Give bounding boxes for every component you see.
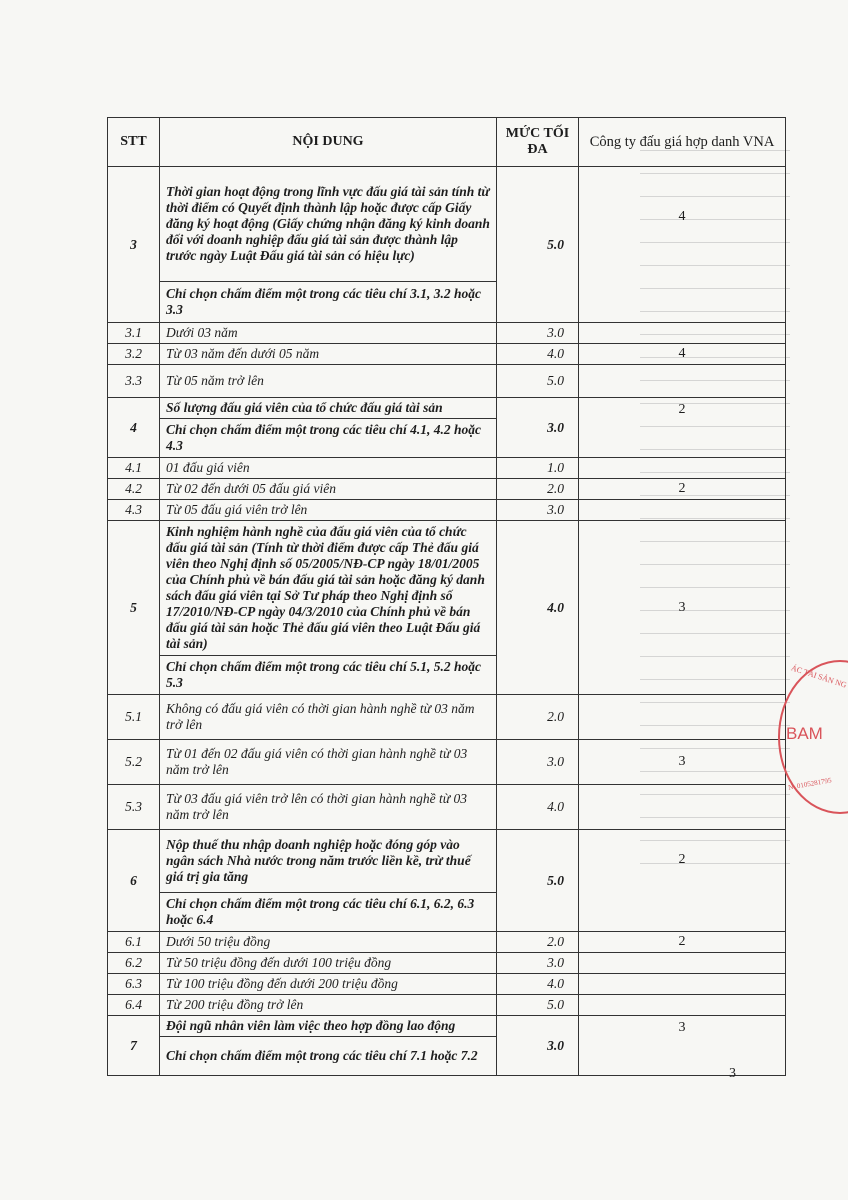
row-stt: 6.3 [108,974,160,995]
row-max: 5.0 [497,830,579,932]
row-content: Nộp thuế thu nhập doanh nghiệp hoặc đóng góp vào ngân sách Nhà nước trong năm trước liền kề, trừ thuế giá trị gia tăng [160,830,497,893]
row-vna: 2 [579,479,786,500]
row-stt: 3.2 [108,344,160,365]
row-stt: 6.4 [108,995,160,1016]
row-content: Từ 05 năm trở lên [160,365,497,398]
row-max: 5.0 [497,995,579,1016]
row-note: Chỉ chọn chấm điểm một trong các tiêu chí 7.1 hoặc 7.2 [160,1037,497,1076]
header-noi-dung: NỘI DUNG [160,118,497,167]
row-content: Đội ngũ nhân viên làm việc theo hợp đồng lao động [160,1016,497,1037]
row-max: 3.0 [497,323,579,344]
row-stt: 3.1 [108,323,160,344]
row-vna [579,995,786,1016]
header-company: Công ty đấu giá hợp danh VNA [579,118,786,167]
row-max: 1.0 [497,458,579,479]
row-max: 3.0 [497,953,579,974]
row-stt: 3.3 [108,365,160,398]
table-row [108,365,786,398]
seal-bottom-text: N: 0105281795 [787,776,833,792]
row-note: Chỉ chọn chấm điểm một trong các tiêu chí 6.1, 6.2, 6.3 hoặc 6.4 [160,893,497,932]
company-seal [778,660,848,814]
header-stt: STT [108,118,160,167]
row-vna [579,695,786,740]
row-vna [579,974,786,995]
row-stt: 4.2 [108,479,160,500]
table-row [108,1016,786,1037]
row-max: 4.0 [497,344,579,365]
criteria-table [107,117,786,1076]
row-max: 4.0 [497,785,579,830]
row-vna: 4 [579,167,786,323]
table-row [108,695,786,740]
row-vna [579,953,786,974]
table-row [108,995,786,1016]
row-content: Dưới 50 triệu đồng [160,932,497,953]
table-row [108,167,786,282]
row-vna: 2 [579,830,786,932]
row-content: Thời gian hoạt động trong lĩnh vực đấu giá tài sản tính từ thời điểm có Quyết định thành lập hoặc được cấp Giấy đăng ký hoạt động (Giấy chứng nhận đăng ký kinh doanh đối với doanh nghiệp đấu giá tài sản được thành lập trước ngày Luật Đấu giá tài sản có hiệu lực) [160,167,497,282]
table-row [108,344,786,365]
row-note: Chỉ chọn chấm điểm một trong các tiêu chí 4.1, 4.2 hoặc 4.3 [160,419,497,458]
row-vna: 3 [579,521,786,695]
table-row [108,398,786,419]
row-content: Từ 100 triệu đồng đến dưới 200 triệu đồng [160,974,497,995]
row-content: Số lượng đấu giá viên của tổ chức đấu giá tài sản [160,398,497,419]
seal-middle-text: BAM [786,724,823,743]
row-stt: 4.3 [108,500,160,521]
row-vna: 3 [579,740,786,785]
row-stt: 4.1 [108,458,160,479]
table-row [108,785,786,830]
row-vna [579,323,786,344]
table-row [108,458,786,479]
row-content: Từ 200 triệu đồng trở lên [160,995,497,1016]
row-content: Kinh nghiệm hành nghề của đấu giá viên của tổ chức đấu giá tài sản (Tính từ thời điểm được cấp Thẻ đấu giá viên theo Nghị định số 05/2005/NĐ-CP ngày 18/01/2005 của Chính phủ về bán đấu giá tài sản hoặc đăng ký danh sách đấu giá viên tại Sở Tư pháp theo Nghị định số 17/2010/NĐ-CP ngày 04/3/2010 của Chính phủ về bán đấu giá tài sản hoặc Thẻ đấu giá viên theo Luật Đấu giá tài sản) [160,521,497,656]
table-row [108,932,786,953]
page-number: 3 [729,1066,736,1081]
row-max: 3.0 [497,740,579,785]
header-muc-toi-da: MỨC TỐI ĐA [497,118,579,167]
row-max: 5.0 [497,167,579,323]
row-vna: 2 [579,932,786,953]
row-max: 3.0 [497,398,579,458]
row-max: 4.0 [497,974,579,995]
row-stt: 5.2 [108,740,160,785]
row-content: Từ 50 triệu đồng đến dưới 100 triệu đồng [160,953,497,974]
row-content: Từ 02 đến dưới 05 đấu giá viên [160,479,497,500]
row-stt: 3 [108,167,160,323]
row-stt: 5 [108,521,160,695]
table-row [108,521,786,656]
row-stt: 7 [108,1016,160,1076]
row-vna [579,458,786,479]
table-row [108,740,786,785]
row-content: Từ 03 đấu giá viên trở lên có thời gian hành nghề từ 03 năm trở lên [160,785,497,830]
row-stt: 6.2 [108,953,160,974]
row-stt: 4 [108,398,160,458]
row-content: Từ 03 năm đến dưới 05 năm [160,344,497,365]
row-vna [579,365,786,398]
row-max: 3.0 [497,1016,579,1076]
row-note: Chỉ chọn chấm điểm một trong các tiêu chí 5.1, 5.2 hoặc 5.3 [160,656,497,695]
table-header [108,118,786,167]
row-vna: 3 [579,1016,786,1076]
row-max: 5.0 [497,365,579,398]
row-content: 01 đấu giá viên [160,458,497,479]
table-row [108,974,786,995]
table-row [108,500,786,521]
row-max: 2.0 [497,479,579,500]
row-max: 4.0 [497,521,579,695]
row-vna [579,785,786,830]
row-stt: 5.3 [108,785,160,830]
table-row [108,323,786,344]
table-row [108,479,786,500]
row-content: Không có đấu giá viên có thời gian hành nghề từ 03 năm trở lên [160,695,497,740]
row-vna [579,500,786,521]
row-note: Chỉ chọn chấm điểm một trong các tiêu chí 3.1, 3.2 hoặc 3.3 [160,282,497,323]
row-vna: 2 [579,398,786,458]
row-vna: 4 [579,344,786,365]
row-max: 2.0 [497,695,579,740]
row-max: 3.0 [497,500,579,521]
table-row [108,953,786,974]
row-content: Từ 05 đấu giá viên trở lên [160,500,497,521]
row-content: Dưới 03 năm [160,323,497,344]
row-max: 2.0 [497,932,579,953]
row-stt: 6.1 [108,932,160,953]
table-row [108,830,786,893]
row-content: Từ 01 đến 02 đấu giá viên có thời gian hành nghề từ 03 năm trở lên [160,740,497,785]
seal-top-text: ÁC TÀI SẢN NG [790,663,848,690]
row-stt: 5.1 [108,695,160,740]
row-stt: 6 [108,830,160,932]
